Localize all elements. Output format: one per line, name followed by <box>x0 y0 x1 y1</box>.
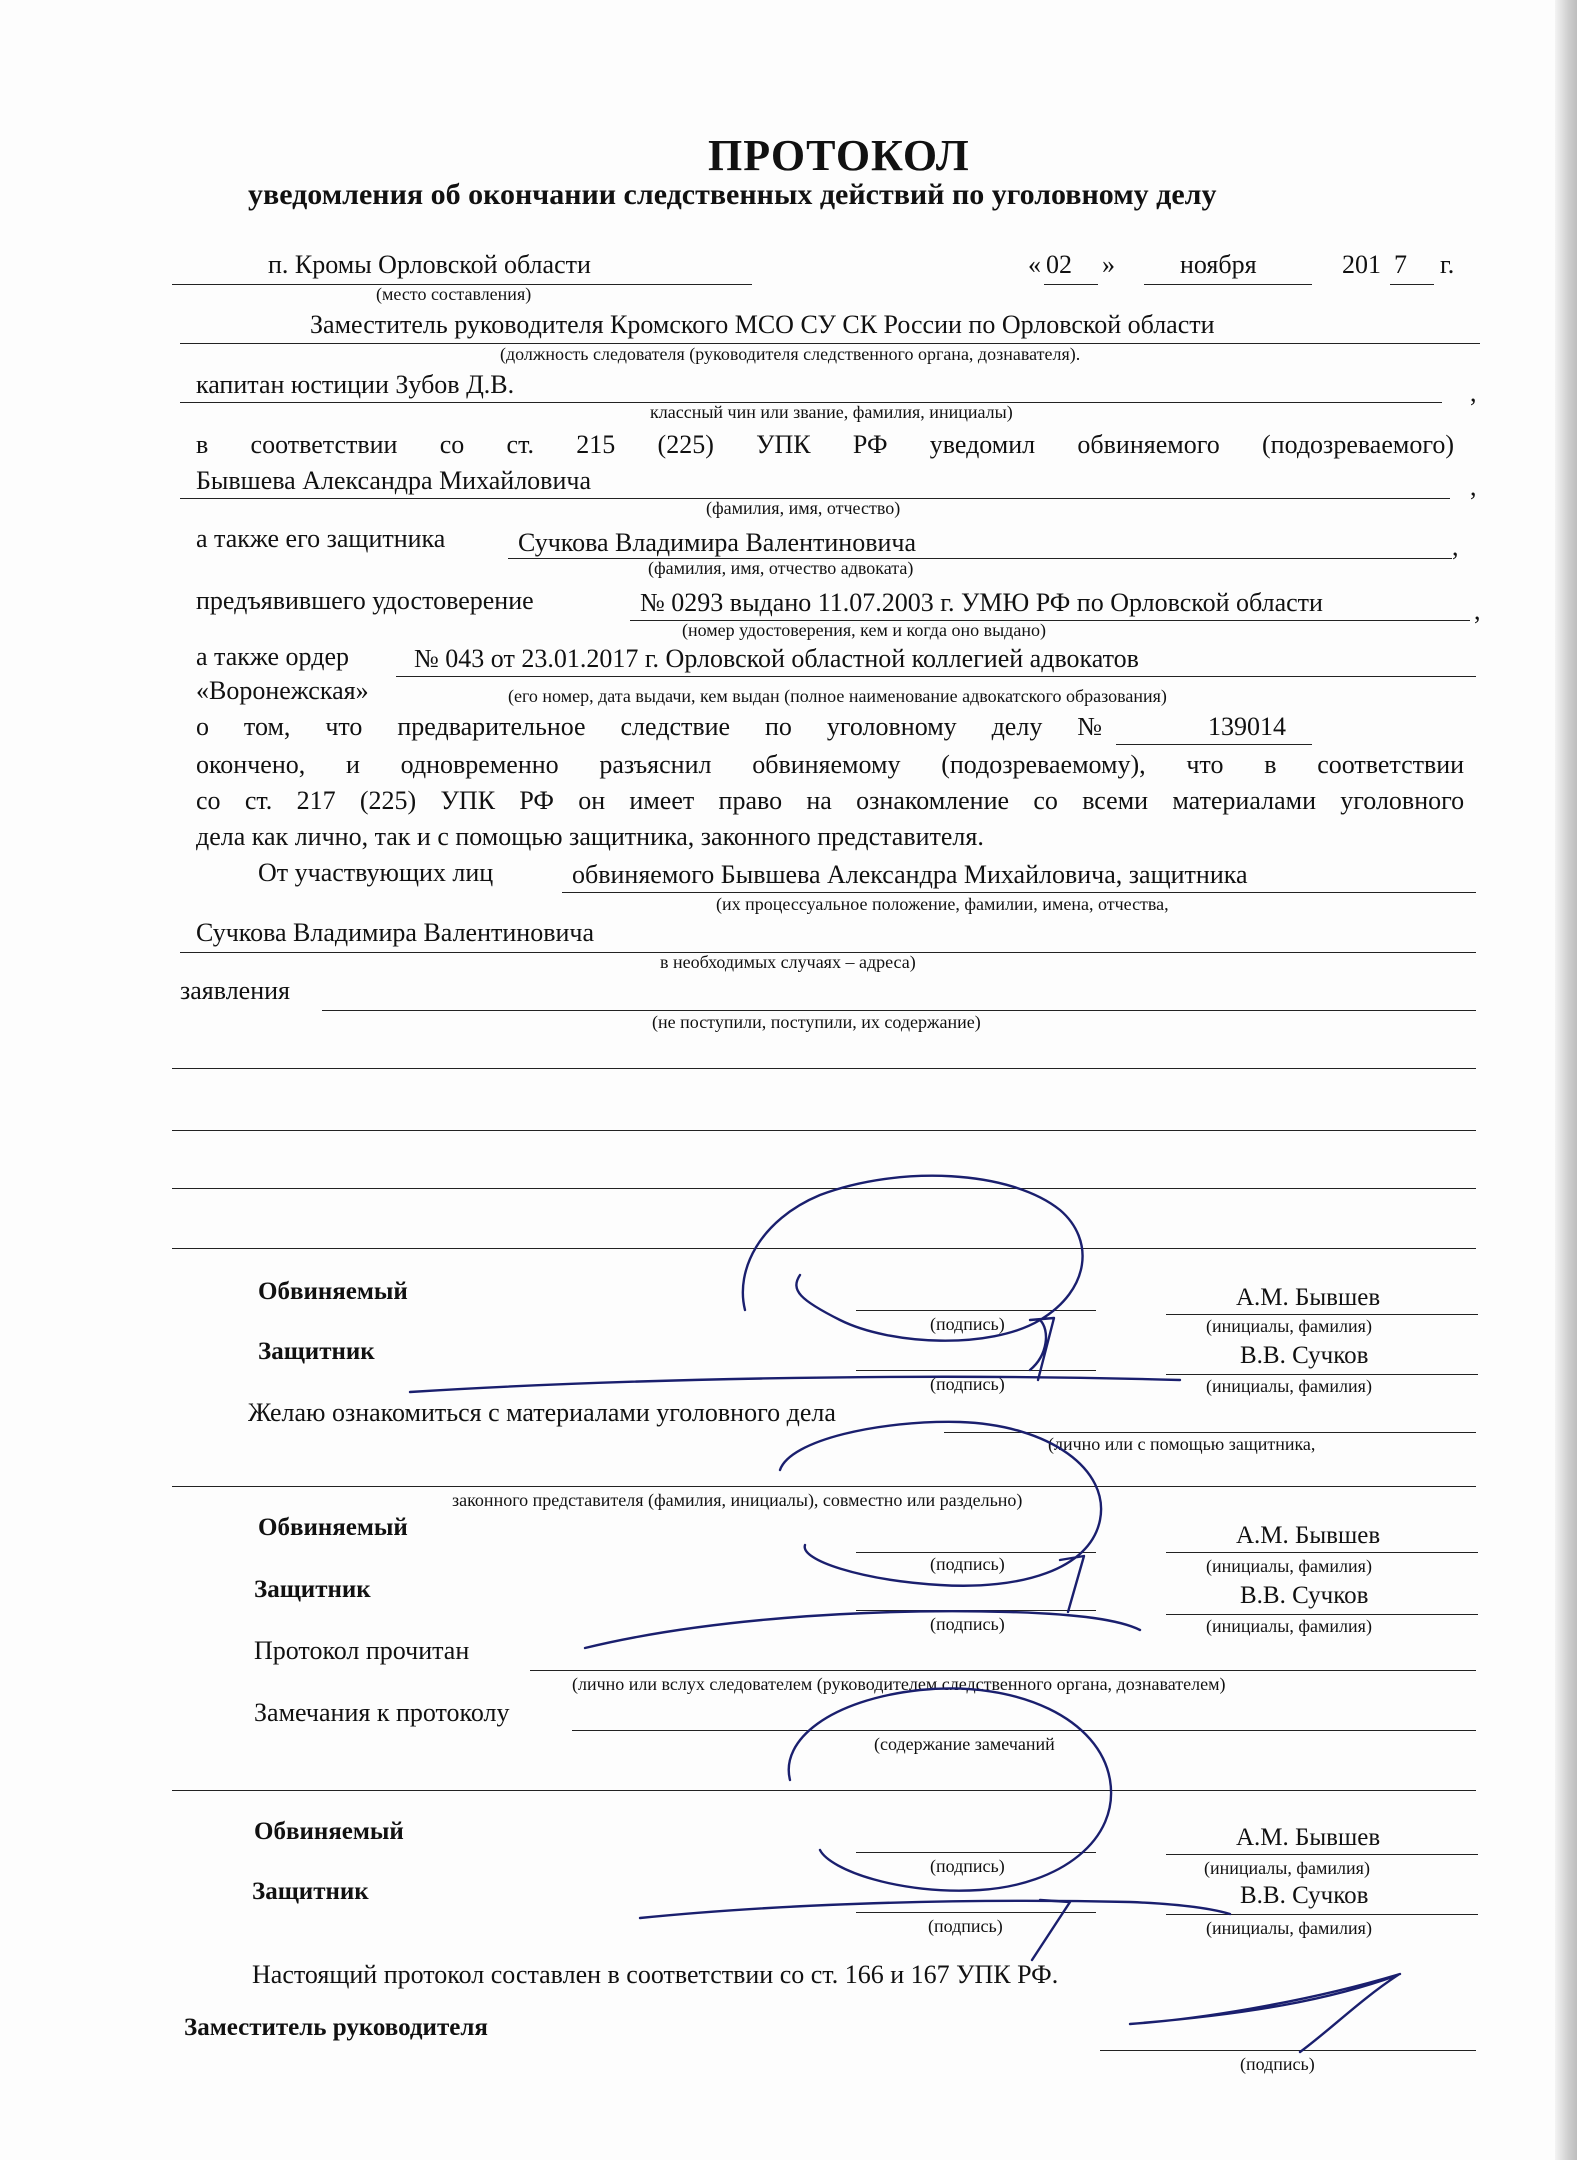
statements-underline <box>322 1010 1476 1011</box>
line1_words-word: со <box>439 430 465 459</box>
case-line <box>196 712 1102 742</box>
initials-caption: (инициалы, фамилия) <box>1206 1376 1372 1396</box>
date-open-quote: « <box>1028 250 1041 279</box>
remarks-underline <box>572 1730 1476 1731</box>
notification-line <box>196 430 1454 460</box>
line1_words-word: в <box>196 430 209 459</box>
accused-caption: (фамилия, имя, отчество) <box>706 498 901 518</box>
defender-signature-line <box>856 1370 1096 1371</box>
para_line1_words-word: одновременно <box>400 750 559 779</box>
statements-caption: (не поступили, поступили, их содержание) <box>652 1012 981 1032</box>
explanation-line-2 <box>196 786 1464 816</box>
explanation-line-3: дела как лично, так и с помощью защитника, законного представителя. <box>196 822 984 851</box>
participants-value: обвиняемого Бывшева Александра Михайловича, защитника <box>572 860 1248 889</box>
order-label: а также ордер <box>196 642 349 671</box>
para_line1_words-word: окончено, <box>196 750 306 779</box>
para_line2_words-word: 217 <box>296 786 336 815</box>
line1_words-word: (225) <box>657 430 714 459</box>
para_line1_words-word: (подозреваемому), <box>941 750 1146 779</box>
reading-underline <box>530 1670 1476 1671</box>
case-number-underline <box>1116 744 1312 745</box>
accused-initials: А.М. Бывшев <box>1236 1284 1381 1311</box>
para_line2_words-word: РФ <box>519 786 554 815</box>
defender-signature-mark-1 <box>410 1377 1180 1392</box>
date-year-underline <box>1390 284 1434 285</box>
case-number: 139014 <box>1208 712 1286 741</box>
accused-signature-label: Обвиняемый <box>258 1514 408 1541</box>
para_line2_words-word: на <box>806 786 832 815</box>
accused-initials-line <box>1166 1854 1478 1855</box>
deputy-signature-line <box>1100 2050 1476 2051</box>
signature-caption: (подпись) <box>930 1554 1005 1574</box>
defender-signature-mark-2 <box>585 1611 1140 1648</box>
order-underline <box>396 676 1476 677</box>
line1_words-word: обвиняемого <box>1077 430 1220 459</box>
para_line1_words-word: соответствии <box>1317 750 1465 779</box>
familiarize-caption-1: (лично или с помощью защитника, <box>1048 1434 1316 1454</box>
accused-initials-line <box>1166 1552 1478 1553</box>
initials-caption: (инициалы, фамилия) <box>1206 1918 1372 1938</box>
case_words-word: что <box>325 712 363 741</box>
deputy-signature-mark <box>1130 1974 1400 2052</box>
initials-caption: (инициалы, фамилия) <box>1204 1858 1370 1878</box>
case_words-word: о <box>196 712 209 741</box>
para_line2_words-word: имеет <box>629 786 695 815</box>
blank-line <box>172 1130 1476 1131</box>
defender-initials-line <box>1166 1914 1478 1915</box>
place-value: п. Кромы Орловской области <box>268 250 591 279</box>
accused-signature-mark-1 <box>743 1176 1083 1380</box>
date-year-suffix: 7 <box>1394 250 1407 279</box>
line1_words-word: УПК <box>756 430 811 459</box>
accused-signature-line <box>856 1310 1096 1311</box>
accused-initials-line <box>1166 1314 1478 1315</box>
para_line2_words-word: со <box>196 786 221 815</box>
para_line1_words-word: разъяснил <box>599 750 712 779</box>
case_words-word: уголовному <box>826 712 957 741</box>
accused-signature-line <box>856 1552 1096 1553</box>
defender-initials: В.В. Сучков <box>1240 1882 1369 1909</box>
certificate-comma: , <box>1474 596 1481 625</box>
remarks-caption: (содержание замечаний <box>874 1734 1055 1754</box>
accused-signature-line <box>856 1852 1096 1853</box>
defender-signature-line <box>856 1912 1096 1913</box>
defender-initials-line <box>1166 1614 1478 1615</box>
defender-comma: , <box>1452 532 1459 561</box>
paper-edge-shadow <box>1555 0 1577 2160</box>
line1_words-word: уведомил <box>929 430 1036 459</box>
defender-initials: В.В. Сучков <box>1240 1342 1369 1369</box>
signature-caption: (подпись) <box>930 1614 1005 1634</box>
date-day: 02 <box>1046 250 1072 279</box>
accused-name: Бывшева Александра Михайловича <box>196 466 591 495</box>
defender-signature-label: Защитник <box>254 1576 371 1603</box>
legal-basis-statement: Настоящий протокол составлен в соответствии со ст. 166 и 167 УПК РФ. <box>252 1960 1059 1989</box>
signature-caption: (подпись) <box>930 1314 1005 1334</box>
defender-label: а также его защитника <box>196 524 446 553</box>
investigator-position: Заместитель руководителя Кромского МСО СУ СК России по Орловской области <box>310 310 1215 339</box>
line1_words-word: 215 <box>576 430 616 459</box>
investigator-name-caption: классный чин или звание, фамилия, инициалы) <box>650 402 1013 422</box>
familiarize-underline <box>944 1432 1476 1433</box>
para_line2_words-word: (225) <box>359 786 417 815</box>
date-year-prefix: 201 <box>1342 250 1381 279</box>
para_line1_words-word: в <box>1264 750 1277 779</box>
investigator-name: капитан юстиции Зубов Д.В. <box>196 370 515 399</box>
initials-caption: (инициалы, фамилия) <box>1206 1556 1372 1576</box>
defender-name: Сучкова Владимира Валентиновича <box>518 528 916 557</box>
date-month: ноября <box>1180 250 1257 279</box>
accused-comma: , <box>1470 472 1477 501</box>
deputy-head-label: Заместитель руководителя <box>184 2014 488 2041</box>
initials-caption: (инициалы, фамилия) <box>1206 1616 1372 1636</box>
case_words-word: № <box>1077 712 1103 741</box>
remarks-label: Замечания к протоколу <box>254 1698 510 1727</box>
participants-caption: (их процессуальное положение, фамилии, имена, отчества, <box>716 894 1169 914</box>
statements-label: заявления <box>180 976 291 1005</box>
certificate-label: предъявившего удостоверение <box>196 586 534 615</box>
order-caption: (его номер, дата выдачи, кем выдан (полное наименование адвокатского образования) <box>508 686 1167 706</box>
remarks-underline-2 <box>172 1790 1476 1791</box>
para_line2_words-word: УПК <box>440 786 496 815</box>
case_words-word: том, <box>243 712 291 741</box>
investigator-position-caption: (должность следователя (руководителя следственного органа, дознавателя). <box>500 344 1081 364</box>
accused-signature-label: Обвиняемый <box>254 1818 404 1845</box>
line1_words-word: ст. <box>506 430 534 459</box>
investigator-comma: , <box>1470 378 1477 407</box>
date-year-unit: г. <box>1440 250 1455 279</box>
participants-value-continued: Сучкова Владимира Валентиновича <box>196 918 594 947</box>
document-title: ПРОТОКОЛ <box>708 131 970 180</box>
reading-label: Протокол прочитан <box>254 1636 470 1665</box>
familiarize-caption-2: законного представителя (фамилия, инициалы), совместно или раздельно) <box>452 1490 1023 1510</box>
accused-initials: А.М. Бывшев <box>1236 1824 1381 1851</box>
para_line2_words-word: право <box>718 786 783 815</box>
line1_words-word: (подозреваемого) <box>1262 430 1455 459</box>
place-caption: (место составления) <box>376 284 532 304</box>
signature-caption: (подпись) <box>930 1374 1005 1394</box>
date-close-quote: » <box>1102 250 1115 279</box>
participants-caption-2: в необходимых случаях – адреса) <box>660 952 916 972</box>
defender-initials: В.В. Сучков <box>1240 1582 1369 1609</box>
case_words-word: по <box>765 712 792 741</box>
defender-signature-label: Защитник <box>258 1338 375 1365</box>
reading-caption: (лично или вслух следователем (руководителем следственного органа, дознавателем) <box>572 1674 1226 1694</box>
familiarize-label: Желаю ознакомиться с материалами уголовного дела <box>248 1398 836 1427</box>
case_words-word: предварительное <box>397 712 586 741</box>
order-value-continued: «Воронежская» <box>196 676 369 705</box>
line1_words-word: РФ <box>852 430 888 459</box>
para_line2_words-word: он <box>578 786 606 815</box>
signature-caption: (подпись) <box>1240 2054 1315 2074</box>
case_words-word: делу <box>991 712 1043 741</box>
document-subtitle: уведомления об окончании следственных действий по уголовному делу <box>248 178 1217 211</box>
explanation-line-1 <box>196 750 1464 780</box>
defender-signature-line <box>856 1610 1096 1611</box>
para_line2_words-word: ст. <box>244 786 273 815</box>
defender-initials-line <box>1166 1374 1478 1375</box>
accused-initials: А.М. Бывшев <box>1236 1522 1381 1549</box>
para_line1_words-word: и <box>345 750 360 779</box>
para_line2_words-word: со <box>1033 786 1058 815</box>
case_words-word: следствие <box>620 712 731 741</box>
blank-line <box>172 1068 1476 1069</box>
signature-caption: (подпись) <box>930 1856 1005 1876</box>
blank-line <box>172 1248 1476 1249</box>
order-value: № 043 от 23.01.2017 г. Орловской областной коллегией адвокатов <box>414 644 1139 673</box>
participants-label: От участвующих лиц <box>258 858 494 887</box>
certificate-caption: (номер удостоверения, кем и когда оно выдано) <box>682 620 1046 640</box>
signature-caption: (подпись) <box>928 1916 1003 1936</box>
para_line1_words-word: что <box>1186 750 1224 779</box>
blank-line <box>172 1188 1476 1189</box>
para_line2_words-word: всеми <box>1082 786 1149 815</box>
initials-caption: (инициалы, фамилия) <box>1206 1316 1372 1336</box>
accused-signature-label: Обвиняемый <box>258 1278 408 1305</box>
defender-caption: (фамилия, имя, отчество адвоката) <box>648 558 914 578</box>
line1_words-word: соответствии <box>250 430 398 459</box>
participants-underline <box>562 892 1476 893</box>
familiarize-underline-2 <box>172 1486 1476 1487</box>
para_line2_words-word: материалами <box>1172 786 1316 815</box>
para_line2_words-word: ознакомление <box>856 786 1010 815</box>
certificate-value: № 0293 выдано 11.07.2003 г. УМЮ РФ по Орловской области <box>640 588 1323 617</box>
date-month-underline <box>1144 284 1312 285</box>
para_line2_words-word: уголовного <box>1340 786 1465 815</box>
defender-signature-label: Защитник <box>252 1878 369 1905</box>
date-day-underline <box>1044 284 1098 285</box>
para_line1_words-word: обвиняемому <box>752 750 901 779</box>
